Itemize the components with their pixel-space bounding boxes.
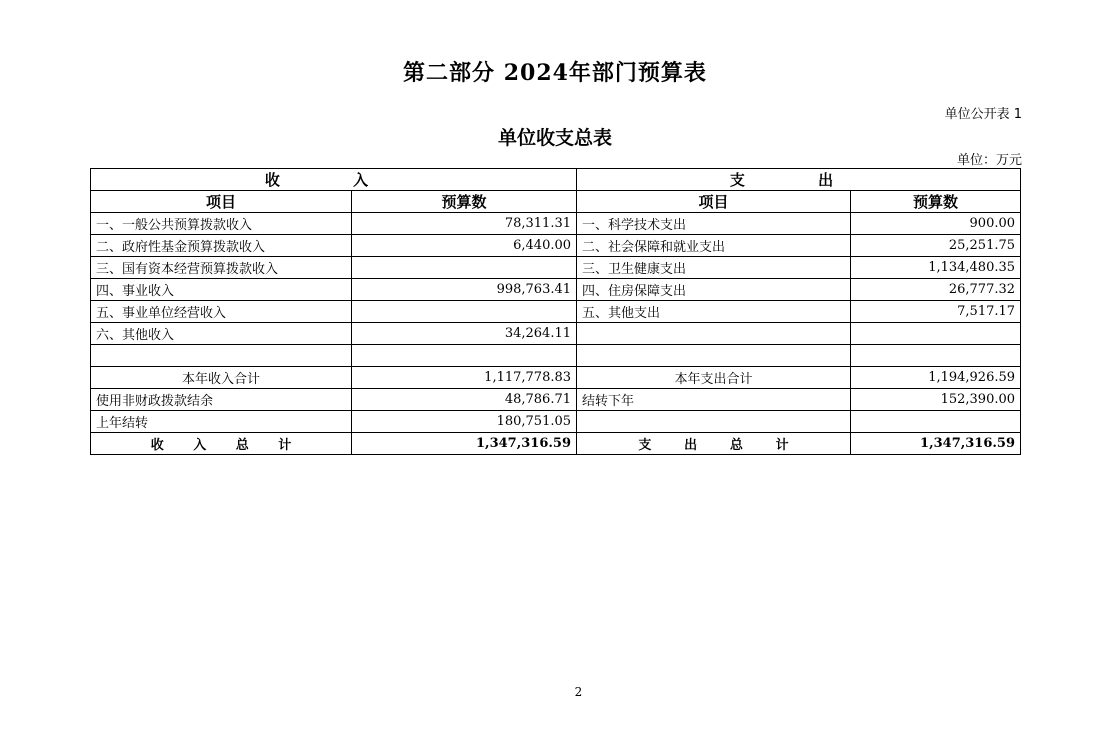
- expense-item-cell: 三、卫生健康支出: [577, 257, 851, 279]
- expense-amount-cell: 7,517.17: [851, 301, 1021, 323]
- income-amount-cell: [352, 301, 577, 323]
- expense-item-header: 项目: [577, 191, 851, 213]
- expense-item-cell: [577, 345, 851, 367]
- income-amount-cell: [352, 257, 577, 279]
- expense-amount-cell: [851, 411, 1021, 433]
- income-amount-cell: 48,786.71: [352, 389, 577, 411]
- expense-total-label-char: 支: [638, 438, 652, 453]
- expense-subtotal-amount: 1,194,926.59: [851, 367, 1021, 389]
- section-header-row: [91, 169, 1021, 191]
- income-amount-cell: [352, 345, 577, 367]
- budget-summary-table: [90, 168, 1021, 455]
- income-total-label-char: 入: [193, 438, 207, 453]
- table-row: [91, 411, 1021, 433]
- subtotal-row: [91, 367, 1021, 389]
- income-item-cell: 一、一般公共预算拨款收入: [91, 213, 352, 235]
- grand-total-row: [91, 433, 1021, 455]
- expense-item-cell: 五、其他支出: [577, 301, 851, 323]
- expense-amount-header: 预算数: [851, 191, 1021, 213]
- table-row: [91, 213, 1021, 235]
- column-header-row: [91, 191, 1021, 213]
- income-item-cell: 使用非财政拨款结余: [91, 389, 352, 411]
- expense-amount-cell: [851, 345, 1021, 367]
- unit-label: 单位：万元: [956, 153, 1022, 168]
- expense-amount-cell: 25,251.75: [851, 235, 1021, 257]
- table-row: [91, 279, 1021, 301]
- table-title: 单位收支总表: [497, 127, 612, 149]
- table-row: [91, 345, 1021, 367]
- income-amount-cell: 180,751.05: [352, 411, 577, 433]
- part-title: 第二部分 2024年部门预算表: [403, 60, 707, 86]
- income-item-cell: 三、国有资本经营预算拨款收入: [91, 257, 352, 279]
- expense-item-cell: 一、科学技术支出: [577, 213, 851, 235]
- expense-total-label: [577, 433, 851, 455]
- income-total-amount: 1,347,316.59: [352, 433, 577, 455]
- expense-total-label-char: 总: [729, 438, 743, 453]
- income-total-label-char: 计: [278, 438, 292, 453]
- expense-item-cell: [577, 411, 851, 433]
- income-item-cell: 二、政府性基金预算拨款收入: [91, 235, 352, 257]
- income-item-cell: [91, 345, 352, 367]
- income-total-label-char: 总: [235, 438, 249, 453]
- page-number: 2: [574, 685, 583, 699]
- income-item-cell: 五、事业单位经营收入: [91, 301, 352, 323]
- income-section-header: 收 入: [91, 169, 577, 191]
- expense-item-cell: 二、社会保障和就业支出: [577, 235, 851, 257]
- income-subtotal-label: 本年收入合计: [91, 367, 352, 389]
- table-row: [91, 257, 1021, 279]
- income-amount-cell: 78,311.31: [352, 213, 577, 235]
- expense-amount-cell: [851, 323, 1021, 345]
- table-code: 单位公开表 1: [944, 107, 1022, 122]
- income-total-label-char: 收: [150, 438, 164, 453]
- table-row: [91, 323, 1021, 345]
- income-amount-cell: 34,264.11: [352, 323, 577, 345]
- income-subtotal-amount: 1,117,778.83: [352, 367, 577, 389]
- expense-item-cell: 四、住房保障支出: [577, 279, 851, 301]
- table-row: [91, 235, 1021, 257]
- income-item-cell: 四、事业收入: [91, 279, 352, 301]
- expense-amount-cell: 26,777.32: [851, 279, 1021, 301]
- expense-total-amount: 1,347,316.59: [851, 433, 1021, 455]
- income-amount-cell: 6,440.00: [352, 235, 577, 257]
- income-total-label: [91, 433, 352, 455]
- income-item-cell: 六、其他收入: [91, 323, 352, 345]
- expense-item-cell: 结转下年: [577, 389, 851, 411]
- table-row: [91, 301, 1021, 323]
- expense-total-label-char: 出: [684, 438, 698, 453]
- expense-item-cell: [577, 323, 851, 345]
- income-item-cell: 上年结转: [91, 411, 352, 433]
- expense-subtotal-label: 本年支出合计: [577, 367, 851, 389]
- table-row: [91, 389, 1021, 411]
- income-amount-header: 预算数: [352, 191, 577, 213]
- income-item-header: 项目: [91, 191, 352, 213]
- expense-section-header: 支 出: [577, 169, 1021, 191]
- expense-amount-cell: 152,390.00: [851, 389, 1021, 411]
- expense-amount-cell: 1,134,480.35: [851, 257, 1021, 279]
- expense-amount-cell: 900.00: [851, 213, 1021, 235]
- expense-total-label-char: 计: [775, 438, 789, 453]
- income-amount-cell: 998,763.41: [352, 279, 577, 301]
